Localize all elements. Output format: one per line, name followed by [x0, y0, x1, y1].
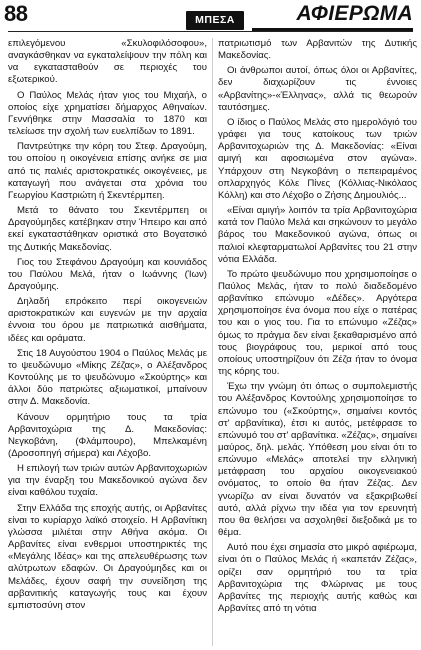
- section-title: ΑΦΙΕΡΩΜΑ: [296, 2, 413, 25]
- paragraph: Ο Παύλος Μελάς ήταν γιος του Μιχαήλ, ο οποίος είχε χρηματίσει δήμαρχος Αθηναίων. Γεννήθηκε στην Μασσαλία το 1870 και τελείωσε την σχολή των ευελπίδων το 1891.: [8, 89, 207, 138]
- paragraph: Στις 18 Αυγούστου 1904 ο Παύλος Μελάς με το ψευδώνυμο «Μίκης Ζέζας», ο Αλέξανδρος Κοντούλης με το ψευδώνυμο «Σκούρτης» και άλλοι δύο πατριώτες αξιωματικοί, μπαίνουν στην Δ. Μακεδονία.: [8, 347, 207, 408]
- paragraph: επιλεγόμενου «Σκυλοφιλόσοφου», αναγκάσθηκαν να εγκαταλείψουν την πόλη και να εγκατασταθούν σε περιοχές του εξωτερικού.: [8, 38, 207, 86]
- paragraph: Μετά το θάνατο του Σκεντέρμπεη οι Δραγούμηδες κατέβηκαν στην Ήπειρο και από εκεί εγκαταστάθηκαν οριστικά στο Βογατσικό της Δυτικής Μακεδονίας.: [8, 205, 207, 253]
- paragraph: Το πρώτο ψευδώνυμο που χρησιμοποίησε ο Παύλος Μελάς, ήταν το πολύ διαδεδομένο αρβανίτικο επώνυμο «Δέδες». Αργότερα χρησιμοποίησε ένα όνομα που είχε ο πατέρας του και ο γιος του. Για το επώνυμο «Ζέζας» όμως το πράγμα δεν είναι ξεκαθαρισμένο από τους βιογράφους του, μερικοί από τους οποίους υποστηρίζουν ότι Ζέζα ήταν το όνομα της κόρης του.: [218, 268, 417, 378]
- left-text-column: [8, 38, 207, 646]
- paragraph: Η επιλογή των τριών αυτών Αρβανιτοχωριών για την έναρξη του Μακεδονικού αγώνα δεν είναι καθόλου τυχαία.: [8, 463, 207, 499]
- paragraph: πατριωτισμό των Αρβανιτών της Δυτικής Μακεδονίας.: [218, 38, 417, 62]
- section-label: ΜΠΕΣΑ: [186, 11, 244, 30]
- paragraph: Στην Ελλάδα της εποχής αυτής, οι Αρβανίτες είναι το κυρίαρχο λαϊκό στοιχείο. Η Αρβανίτικη γλώσσα μιλιέται στην Αθήνα ακόμα. Οι Αρβανίτες είναι ενθερμοι υποστηρικτές της «Μεγάλης Ιδέας» και της απελευθέρωσης των αλύτρωτων εδαφών. Οι Δραγούμηδες και οι Μελάδες, έχουν σαφή την συνείδηση της αρβανιτικής καταγωγής τους και έχουν εμπιστοσύνη στον: [8, 502, 207, 611]
- paragraph: Δηλαδή επρόκειτο περί οικογενειών αριστοκρατικών και ευγενών με την αρχαία έννοια του όρου με πατριωτικά αισθήματα, ιδέες και οράματα.: [8, 296, 207, 344]
- header-rule-thick: [252, 28, 413, 31]
- page-number: 88: [4, 1, 28, 26]
- page-header: [0, 0, 421, 36]
- paragraph: Ο ίδιος ο Παύλος Μελάς στο ημερολόγιό του γράφει για τους κατοίκους των τριών Αρβανιτοχωριών της Δ. Μακεδονίας: «Είναι αμιγή και αφοσιωμένα στον αγώνα». Υπάρχουν στη Νεγκοβάνη ο πεπειραμένος οπλαρχηγός Κόλε Πίνες (Κόλλιας-Νικόλαος Κόλλη) και στο Λέχοβο ο Ζήσης Δημουλιός...: [218, 116, 417, 201]
- header-rule: [8, 31, 413, 32]
- paragraph: Οι άνθρωποι αυτοί, όπως όλοι οι Αρβανίτες, δεν διαχωρίζουν τις έννοιες «Αρβανίτης»-«Έλληνας», αλλά τις θεωρούν ταυτόσημες.: [218, 65, 417, 113]
- paragraph: Κάνουν ορμητήριο τους τα τρία Αρβανιτοχώρια της Δ. Μακεδονίας: Νεγκοβάνη, (Φλάμπουρο), Μπελκαμένη (Δροσοπηγή σήμερα) και Λέχοβο.: [8, 411, 207, 459]
- paragraph: Αυτό που έχει σημασία στο μικρό αφιέρωμα, είναι ότι ο Παύλος Μελάς ή «καπετάν Ζέζας», ορίζει σαν ορμητήριό του τα τρία Αρβανιτοχώρια της Φλώρινας με τους Αρβανίτες της περιοχής αυτής καθώς και Αρβανίτες από τη νότια: [218, 542, 417, 615]
- column-divider: [212, 38, 213, 646]
- paragraph: Παντρεύτηκε την κόρη του Στεφ. Δραγούμη, του οποίου η οικογένεια επίσης ανήκε σε μια από τις παλιές αριστοκρατικές οικογένειες, με καταγωγή που ανάγεται στα χρόνια του Γεωργίου Καστριώτη ή Σκεντέρμπεη.: [8, 141, 207, 201]
- paragraph: «Είναι αμιγή» λοιπόν τα τρία Αρβανιτοχώρια κατά τον Παύλο Μελά και σηκώνουν το μεγάλο βάρος του Μακεδονικού αγώνα, όπως οι παλιοί κλεφταρματωλοί Αρβανίτες του 21 στην νότια Ελλάδα.: [218, 205, 417, 265]
- paragraph: Έχω την γνώμη ότι όπως ο συμπολεμιστής του Αλέξανδρος Κοντούλης χρησιμοποίησε το επώνυμο του («Σκούρτης», σημαίνει κοντός στ' αρβανίτικα), έτσι κι αυτός, μετέφρασε το επώνυμό του στ' αρβανίτικα. «Ζέζας», σημαίνει μαύρος, δηλ. μελάς. Υπόθεση μου είναι ότι το επώνυμο «Μελάς» αποτελεί την ελληνική μετάφραση του αρχαίου οικογενειακού ονόματος, το οποίο θα ήταν Ζέζας. Δεν γνωρίζω αν είναι δυνατόν να εξακριβωθεί αυτό, αλλά ρίχνω την ιδέα για τον ερευνητή που θα θελήσει να ασχοληθεί διεξοδικά με το θέμα.: [218, 381, 417, 539]
- paragraph: Γιος του Στεφάνου Δραγούμη και κουνιάδος του Παύλου Μελά, ήταν ο Ιωάννης (Ίων) Δραγούμης.: [8, 256, 207, 292]
- right-text-column: [218, 38, 417, 646]
